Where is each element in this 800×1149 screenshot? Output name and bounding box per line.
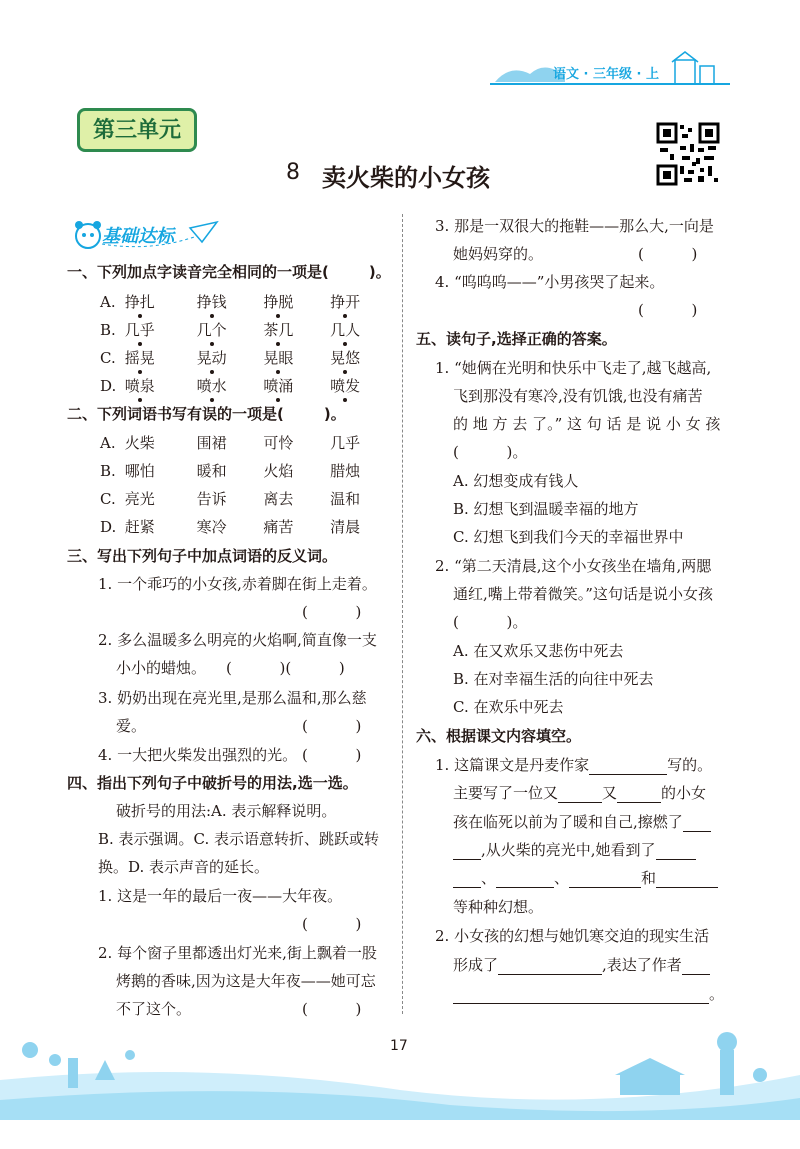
q1-row-d[interactable]: D. 喷泉 喷水 喷涌 喷发 [100,377,361,395]
q5-option-1a[interactable]: A. 幻想变成有钱人 [453,472,579,490]
q5-answer-2[interactable]: ( )。 [453,613,528,631]
q3-sentence-2b: 小小的蜡烛。 [116,659,207,677]
q6-line-5: 、 、 和 [453,868,718,888]
q4-intro-3: 换。D. 表示声音的延长。 [98,858,270,876]
q1-row-c[interactable]: C. 摇晃 晃动 晃眼 晃悠 [100,349,361,367]
q6-blank-adj2[interactable] [617,787,661,803]
q6-title: 六、根据课文内容填空。 [416,727,582,745]
q2-title: 二、下列词语书写有误的一项是( )。 [67,405,346,423]
q1-title: 一、下列加点字读音完全相同的一项是( )。 [67,263,391,281]
q5-sentence-1a: 1. “她俩在光明和快乐中飞走了,越飞越高, [435,359,712,377]
q4-sentence-3a: 3. 那是一双很大的拖鞋——那么大,一向是 [435,217,714,235]
q4-sentence-4: 4. “呜呜呜——”小男孩哭了起来。 [435,273,665,291]
q6-line-2: 主要写了一位又 又 的小女 [453,784,707,802]
q6-blank-vision-4[interactable] [569,872,641,888]
q3-sentence-3b: 爱。 [116,717,147,735]
q6-blank-vision-3[interactable] [496,872,554,888]
q2-row-a[interactable]: A. 火柴 围裙 可怜 几乎 [100,434,361,452]
q4-sentence-2c: 不了这个。 [116,1000,192,1018]
q3-answer-2[interactable]: ( )( ) [226,659,345,677]
q2-row-d[interactable]: D. 赶紧 寒冷 痛苦 清晨 [100,518,361,536]
q6-blank-match-count[interactable] [683,816,711,832]
footer-decoration [0,1020,800,1120]
q5-option-2c[interactable]: C. 在欢乐中死去 [453,698,564,716]
qr-code[interactable] [656,122,720,186]
q4-title: 四、指出下列句子中破折号的用法,选一选。 [67,774,358,792]
q4-answer-3[interactable]: ( ) [638,245,698,263]
q1-row-b[interactable]: B. 几乎 几个 茶几 几人 [100,321,361,339]
column-divider [402,214,403,1014]
q3-answer-3[interactable]: ( ) [302,717,362,735]
q5-sentence-2b: 通红,嘴上带着微笑。”这句话是说小女孩 [453,585,713,603]
page-number: 17 [390,1038,408,1054]
q4-answer-1[interactable]: ( ) [302,915,362,933]
q6-line-6: 等种种幻想。 [453,898,544,916]
q5-answer-1[interactable]: ( )。 [453,443,528,461]
basic-badge-label: 基础达标 [102,226,174,247]
q4-intro-1: 破折号的用法:A. 表示解释说明。 [116,802,337,820]
q5-title: 五、读句子,选择正确的答案。 [416,330,617,348]
q6-blank-adj1[interactable] [558,787,602,803]
q2-row-b[interactable]: B. 哪怕 暖和 火焰 腊烛 [100,462,361,480]
lesson-number: 8 [286,160,300,185]
q3-sentence-2a: 2. 多么温暖多么明亮的火焰啊,简直像一支 [98,631,377,649]
q3-answer-4[interactable]: ( ) [302,746,362,764]
q6-line-1: 1. 这篇课文是丹麦作家 写的。 [435,756,713,774]
q5-sentence-1b: 飞到那没有寒冷,没有饥饿,也没有痛苦 [453,387,703,405]
q6-blank-vision-1[interactable] [656,844,696,860]
header-subject: 语文 · 三年级 · 上 [553,67,659,82]
q3-answer-1[interactable]: ( ) [302,603,362,621]
q6-blank-feeling-2[interactable] [453,988,709,1004]
q3-sentence-3a: 3. 奶奶出现在亮光里,是那么温和,那么慈 [98,689,367,707]
q6-blank-vision-2[interactable] [453,872,481,888]
q4-sentence-3b: 她妈妈穿的。 [453,245,544,263]
q3-sentence-4: 4. 一大把火柴发出强烈的光。 [98,746,298,764]
q5-sentence-1c: 的 地 方 去 了。” 这 句 话 是 说 小 女 孩 [453,415,721,433]
q5-option-1c[interactable]: C. 幻想飞到我们今天的幸福世界中 [453,528,684,546]
q4-answer-4[interactable]: ( ) [638,301,698,319]
q4-sentence-2b: 烤鹅的香味,因为这是大年夜——她可忘 [116,972,376,990]
q5-sentence-2a: 2. “第二天清晨,这个小女孩坐在墙角,两腮 [435,557,712,575]
q2-row-c[interactable]: C. 亮光 告诉 离去 温和 [100,490,361,508]
q4-sentence-2a: 2. 每个窗子里都透出灯光来,街上飘着一股 [98,944,377,962]
q6-line-8: 形成了 ,表达了作者 [453,955,710,975]
q5-option-2a[interactable]: A. 在又欢乐又悲伤中死去 [453,642,624,660]
q6-line-9: 。 [453,984,724,1004]
q6-line-4: ,从火柴的亮光中,她看到了 [453,840,696,860]
q6-blank-author[interactable] [589,759,667,775]
q6-blank-match-count-2[interactable] [453,844,481,860]
lesson-title: 卖火柴的小女孩 [322,164,490,192]
q5-option-1b[interactable]: B. 幻想飞到温暖幸福的地方 [453,500,639,518]
q6-line-7: 2. 小女孩的幻想与她饥寒交迫的现实生活 [435,927,710,945]
q1-row-a[interactable]: A. 挣扎 挣钱 挣脱 挣开 [100,293,361,311]
q3-sentence-1: 1. 一个乖巧的小女孩,赤着脚在街上走着。 [98,575,377,593]
footer-scenery-icon [0,1020,800,1120]
qr-code-icon [656,122,720,186]
q4-sentence-1: 1. 这是一年的最后一夜——大年夜。 [98,887,343,905]
q5-option-2b[interactable]: B. 在对幸福生活的向往中死去 [453,670,654,688]
q3-title: 三、写出下列句子中加点词语的反义词。 [67,547,338,565]
q6-line-3: 孩在临死以前为了暖和自己,擦燃了 [453,812,711,832]
q6-blank-vision-5[interactable] [656,872,718,888]
q4-intro-2: B. 表示强调。C. 表示语意转折、跳跃或转 [98,830,380,848]
q6-blank-contrast[interactable] [498,959,602,975]
q6-blank-feeling-1[interactable] [682,959,710,975]
q4-answer-2[interactable]: ( ) [302,1000,362,1018]
unit-title: 第三单元 [92,118,181,143]
